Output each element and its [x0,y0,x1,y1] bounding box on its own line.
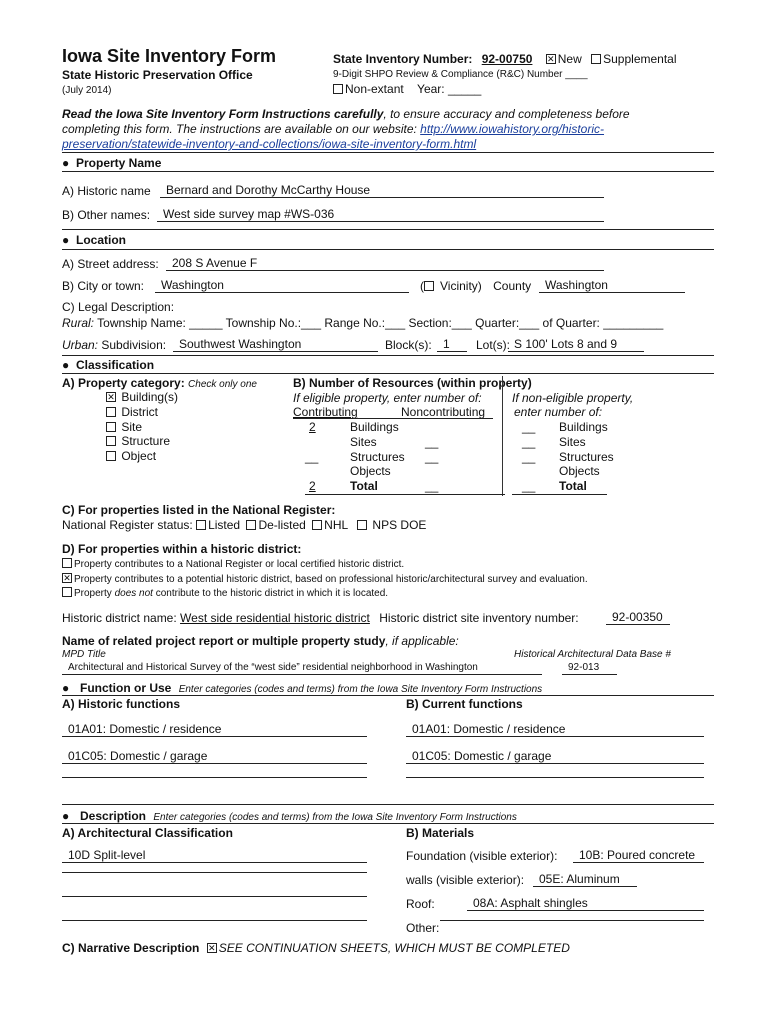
historic-function-2[interactable]: 01C05: Domestic / garage [62,749,367,764]
row-buildings-b: Buildings [559,420,608,434]
historic-function-1[interactable]: 01A01: Domestic / residence [62,722,367,737]
instructions [62,107,630,152]
new-label: New [557,52,582,66]
street-label: A) Street address: [62,257,159,271]
architectural-classification-field[interactable]: 10D Split-level [62,848,367,863]
district-site-number-field[interactable]: 92-00350 [606,610,670,625]
walls-field[interactable]: 05E: Aluminum [533,872,637,887]
narrative-row [62,941,570,955]
foundation-field[interactable]: 10B: Poured concrete [573,848,704,863]
instructions-link[interactable]: http://www.iowahistory.org/historic- [420,122,605,136]
row-structures-b: Structures [559,449,614,464]
resources-heading: B) Number of Resources (within property) [293,376,532,390]
historic-functions-label: A) Historic functions [62,697,181,711]
district-name-label: Historic district name: [62,611,177,625]
divider [62,823,714,824]
category-hint: Check only one [188,379,257,390]
contributing-label: Contributing [293,405,358,419]
noncontrib-sites[interactable]: __ [425,434,439,449]
nonextant-label: Non-extant [345,82,404,96]
property-name-heading: ● Property Name [62,156,162,170]
nr-listed[interactable]: Listed [196,518,240,532]
subdivision-field[interactable]: Southwest Washington [173,337,378,352]
urban-label: Urban: [62,338,99,352]
database-field[interactable]: 92-013 [562,661,617,675]
architectural-classification-line-3[interactable] [62,896,367,897]
nr-status-label: National Register status: [62,518,193,532]
noncontributing-label: Noncontributing [401,405,486,419]
historic-function-3[interactable] [62,777,367,778]
noncontributing-column [425,420,438,494]
function-heading: ● Function or Use Enter categories (codes and terms) from the Iowa Site Inventory Form Instructions [62,681,543,695]
district-option-2[interactable]: ✕Property contributes to a potential historic district, based on professional historic/architectural survey and evaluation. [62,573,588,588]
district-option-1[interactable]: Property contributes to a National Register or local certified historic district. [62,558,588,573]
current-function-1[interactable]: 01A01: Domestic / residence [406,722,704,737]
other-materials-label: Other: [406,921,440,935]
classification-heading: ● Classification [62,358,155,372]
historic-name-label: A) Historic name [62,184,151,198]
row-objects: Objects [350,464,391,479]
mpd-title-field[interactable]: Architectural and Historical Survey of the “west side” residential neighborhood in Washington [62,661,542,675]
row-total-b: Total [559,479,587,494]
subdivision-label: Subdivision: [101,338,167,352]
current-function-2[interactable]: 01C05: Domestic / garage [406,749,704,764]
category-label: A) Property category: [62,376,185,390]
nps-doe-checkbox-icon[interactable] [357,520,367,530]
noncontrib-total[interactable]: __ [425,479,439,494]
object-checkbox-icon[interactable] [106,451,116,461]
noneligible-structures[interactable]: __ [522,449,536,464]
county-label: County [493,279,532,293]
lot-field[interactable]: S 100' Lots 8 and 9 [508,337,644,352]
county-field[interactable]: Washington [539,278,685,293]
delisted-checkbox-icon[interactable] [246,520,256,530]
supplemental-checkbox-icon[interactable] [591,54,601,64]
other-names-field[interactable]: West side survey map #WS-036 [157,207,604,222]
resources-separator [502,376,503,496]
total-rule-b [512,494,607,495]
narrative-label: C) Narrative Description [62,941,200,955]
divider [62,804,714,805]
row-total: Total [350,479,378,494]
nhl-checkbox-icon[interactable] [312,520,322,530]
inventory-label: State Inventory Number: [333,52,473,66]
row-buildings: Buildings [350,420,399,434]
noneligible-hint-2: enter number of: [514,405,603,419]
noneligible-sites[interactable]: __ [522,434,536,449]
office-name: State Historic Preservation Office [62,68,253,82]
divider [62,229,714,230]
category-structure[interactable]: Structure [106,434,178,449]
nonextant-checkbox-icon[interactable] [333,84,343,94]
description-heading: ● Description Enter categories (codes and terms) from the Iowa Site Inventory Form Instructions [62,809,517,823]
noneligible-blanks [522,420,535,494]
total-rule [305,494,505,495]
city-label: B) City or town: [62,279,145,293]
foundation-label: Foundation (visible exterior): [406,849,558,863]
mpd-title-label: MPD Title [62,649,106,660]
district-checkbox-icon[interactable] [106,407,116,417]
roof-label: Roof: [406,897,435,911]
eligible-hint: If eligible property, enter number of: [293,391,482,405]
building-checkbox-icon[interactable] [106,392,116,402]
divider [62,249,714,250]
vicinity-row [420,279,531,293]
contributing-structures[interactable]: __ [305,449,319,464]
noneligible-total[interactable]: __ [522,479,536,494]
current-functions-label: B) Current functions [406,697,523,711]
other-names-label: B) Other names: [62,208,151,222]
year-field[interactable]: Year: _____ [417,82,482,96]
structure-checkbox-icon[interactable] [106,436,116,446]
rural-label: Rural: [62,316,95,330]
architectural-classification-line-4[interactable] [62,920,367,921]
form-title: Iowa Site Inventory Form [62,46,277,66]
narrative-checkbox-icon[interactable] [207,943,217,953]
block-label: Block(s): [385,338,432,352]
divider [62,355,714,356]
divider [62,695,714,696]
instructions-rest: , to ensure accuracy and completeness before [383,107,630,121]
option3-checkbox-icon[interactable] [62,587,72,597]
resources-rule [293,418,493,419]
category-district[interactable]: District [106,405,178,420]
row-sites: Sites [350,434,377,449]
location-heading: ● Location [62,233,126,247]
architectural-classification-label: A) Architectural Classification [62,826,233,840]
nonextant-row [333,82,481,96]
architectural-classification-line-2[interactable] [62,872,367,873]
urban-row [62,338,166,352]
category-heading [62,376,257,390]
divider [62,152,714,153]
materials-label: B) Materials [406,826,475,840]
form-date: (July 2014) [62,85,112,96]
option1-checkbox-icon[interactable] [62,558,72,568]
district-site-number-label: Historic district site inventory number: [379,611,579,625]
other-materials-field[interactable] [440,920,704,921]
instructions-line2: completing this form. The instructions are available on our website: [62,122,421,136]
instructions-lead: Read the Iowa Site Inventory Form Instructions carefully [62,107,384,121]
noncontrib-structures[interactable]: __ [425,449,439,464]
rural-row[interactable] [62,316,663,330]
nr-nps-doe[interactable]: NPS DOE [357,518,426,532]
rural-fields[interactable]: Township Name: _____ Township No.:___ Range No.:___ Section:___ Quarter:___ of Quarter: _________ [97,316,664,330]
category-site[interactable]: Site [106,420,178,435]
vicinity-paren: ( [420,279,424,293]
roof-field[interactable]: 08A: Asphalt shingles [467,896,704,911]
row-objects-b: Objects [559,464,600,479]
historic-district-heading: D) For properties within a historic district: [62,542,302,556]
related-heading: Name of related project report or multiple property study, if applicable: [62,634,459,648]
category-building[interactable]: ✕ Building(s) [106,390,178,405]
divider [62,373,714,374]
new-checkbox-icon[interactable] [546,54,556,64]
legal-description-label: C) Legal Description: [62,300,175,314]
district-name-field[interactable]: West side residential historic district [180,611,370,625]
national-register-row [62,518,426,532]
resource-labels-b [559,420,614,494]
city-field[interactable]: Washington [155,278,409,293]
lot-label: Lot(s): [476,338,511,352]
supplemental-label: Supplemental [603,52,677,66]
block-field[interactable]: 1 [437,337,467,352]
category-list [106,390,178,464]
national-register-heading: C) For properties listed in the National Register: [62,503,336,517]
noneligible-hint: If non-eligible property, [512,391,634,405]
narrative-value: SEE CONTINUATION SHEETS, WHICH MUST BE COMPLETED [218,941,570,955]
instructions-link-cont[interactable]: preservation/statewide-inventory-and-collections/iowa-site-inventory-form.html [62,137,477,151]
contributing-column [305,420,318,494]
inventory-number[interactable]: 92-00750 [481,52,533,66]
district-options [62,558,588,602]
vicinity-checkbox-icon[interactable] [424,281,434,291]
street-field[interactable]: 208 S Avenue F [166,256,604,271]
inventory-number-row [333,52,677,66]
row-sites-b: Sites [559,434,586,449]
district-name-row [62,611,579,625]
resource-labels-a [350,420,405,494]
site-checkbox-icon[interactable] [106,422,116,432]
option2-checkbox-icon[interactable] [62,573,72,583]
noneligible-buildings[interactable]: __ [522,420,536,434]
divider [62,171,714,172]
nr-nhl[interactable]: NHL [312,518,348,532]
contributing-total[interactable]: 2 [309,479,316,494]
database-label: Historical Architectural Data Base # [514,649,671,660]
historic-name-field[interactable]: Bernard and Dorothy McCarthy House [160,183,604,198]
nr-delisted[interactable]: De-listed [246,518,305,532]
row-structures: Structures [350,449,405,464]
vicinity-label: Vicinity) [440,279,482,293]
district-option-3[interactable]: Property does not contribute to the historic district in which it is located. [62,587,588,602]
shpo-number[interactable]: 9-Digit SHPO Review & Compliance (R&C) Number ____ [333,69,588,80]
listed-checkbox-icon[interactable] [196,520,206,530]
current-function-3[interactable] [406,777,704,778]
contributing-buildings[interactable]: 2 [309,420,316,434]
walls-label: walls (visible exterior): [406,873,525,887]
category-object[interactable]: Object [106,449,178,464]
